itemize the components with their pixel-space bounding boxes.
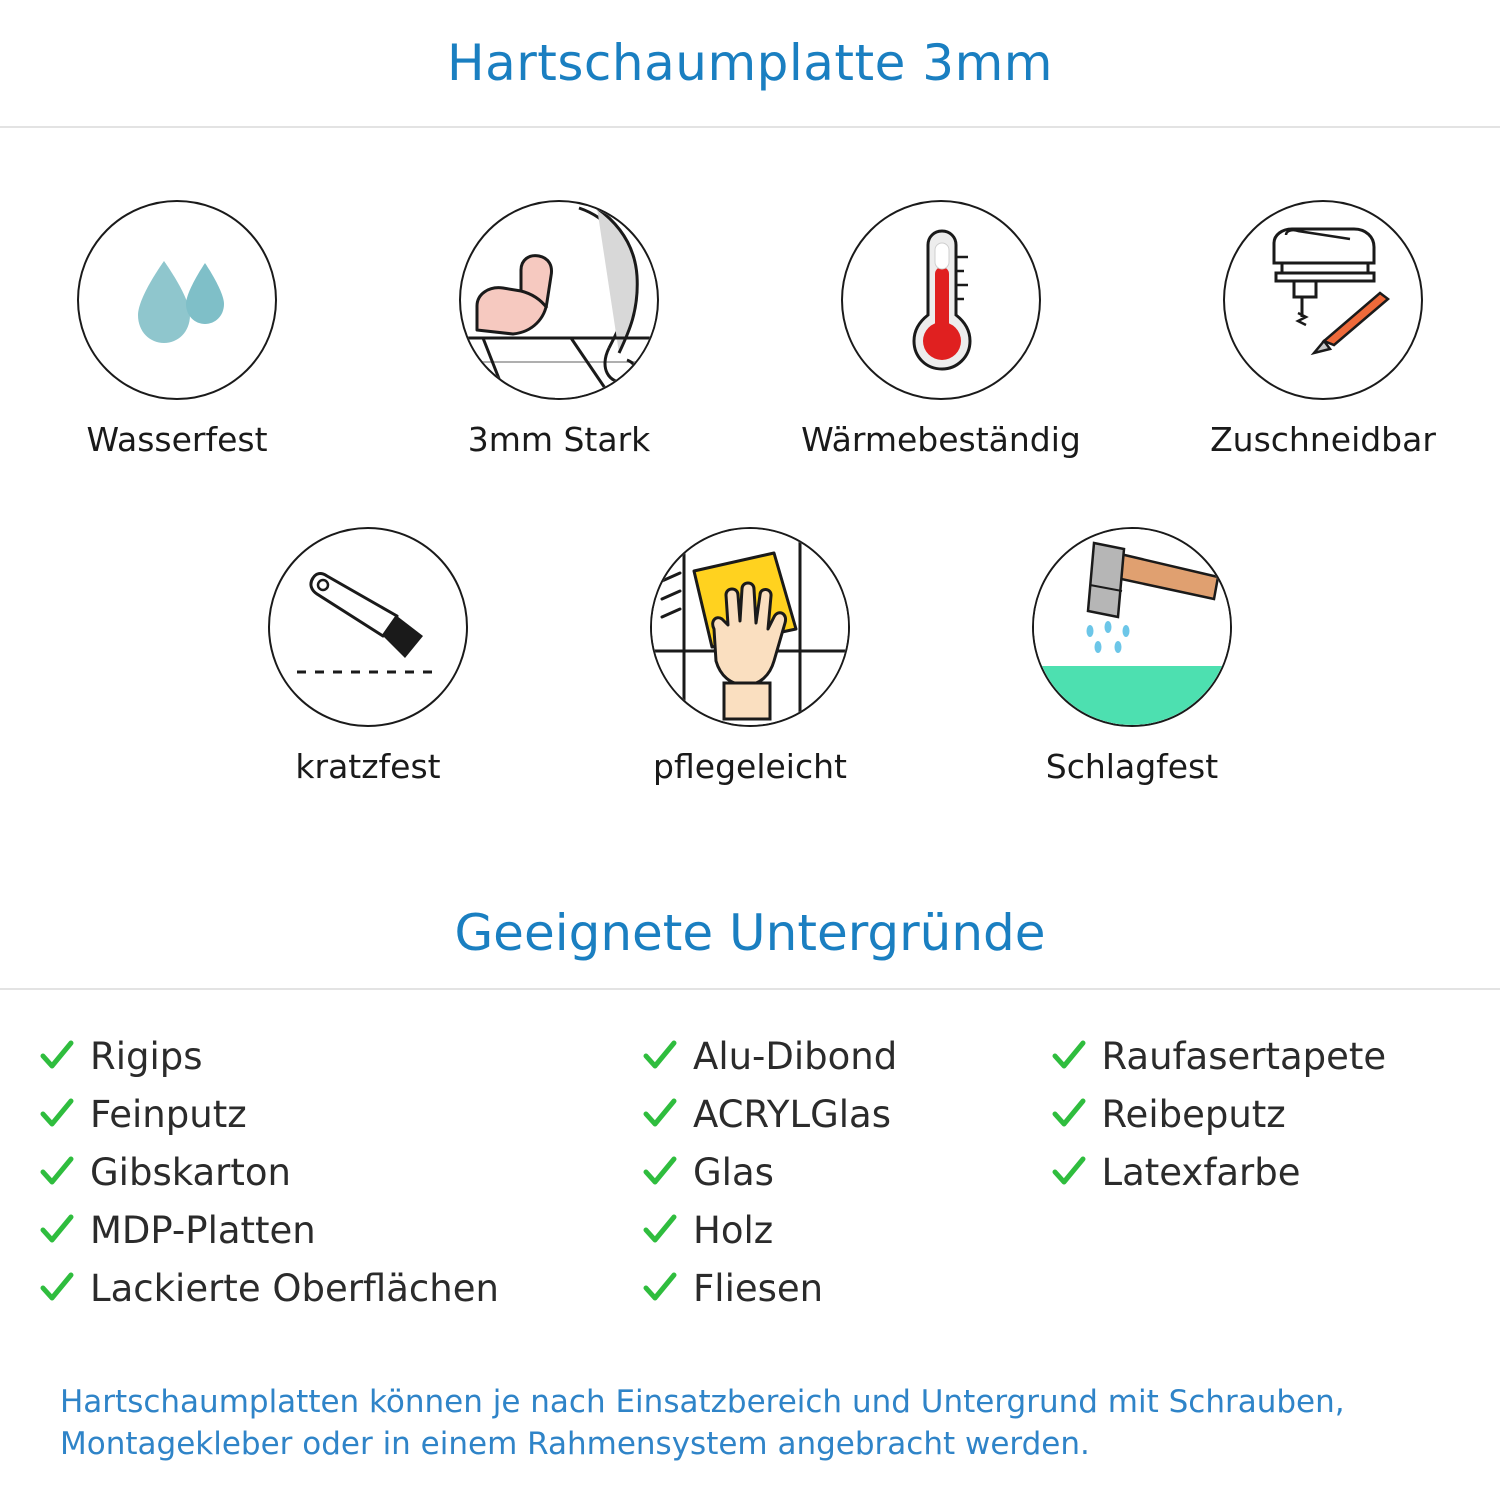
- check-icon: [643, 1213, 677, 1247]
- check-icon: [1052, 1097, 1086, 1131]
- feature-icon-circle: [1223, 200, 1423, 400]
- feature-label: Schlagfest: [1045, 747, 1219, 786]
- list-item-label: Latexfarbe: [1101, 1150, 1301, 1194]
- list-item-label: Alu-Dibond: [693, 1034, 898, 1078]
- knife-scratch-icon: [283, 540, 453, 714]
- list-item: [40, 1030, 643, 1082]
- feature-waermebestaendig: [796, 200, 1086, 459]
- list-item: [1052, 1088, 1461, 1140]
- feature-icon-circle: [459, 200, 659, 400]
- list-item: [1052, 1030, 1461, 1082]
- page-title: Hartschaumplatte 3mm: [446, 34, 1054, 92]
- strong-arm-icon: [459, 200, 659, 400]
- list-item-label: Lackierte Oberflächen: [90, 1266, 499, 1310]
- check-icon: [40, 1155, 74, 1189]
- section-heading-substrates: [0, 878, 1500, 990]
- feature-label: kratzfest: [295, 747, 441, 786]
- check-icon: [1052, 1039, 1086, 1073]
- list-item: [40, 1088, 643, 1140]
- substrates-column-3: [1052, 1030, 1461, 1314]
- list-item-label: Gibskarton: [90, 1150, 291, 1194]
- substrates-column-1: [40, 1030, 643, 1314]
- feature-schlagfest: [987, 527, 1277, 786]
- check-icon: [40, 1271, 74, 1305]
- list-item-label: ACRYLGlas: [693, 1092, 891, 1136]
- feature-pflegeleicht: [605, 527, 895, 786]
- feature-label: 3mm Stark: [467, 420, 651, 459]
- check-icon: [643, 1271, 677, 1305]
- hammer-impact-icon: [1032, 527, 1232, 727]
- list-item-label: Holz: [693, 1208, 774, 1252]
- feature-3mm-stark: [414, 200, 704, 459]
- list-item: [643, 1030, 1052, 1082]
- feature-kratzfest: [223, 527, 513, 786]
- page-header: [0, 0, 1500, 128]
- check-icon: [40, 1039, 74, 1073]
- feature-icon-circle: [268, 527, 468, 727]
- feature-icon-circle: [77, 200, 277, 400]
- list-item: [643, 1088, 1052, 1140]
- list-item-label: Glas: [693, 1150, 774, 1194]
- feature-label: Wasserfest: [86, 420, 268, 459]
- section-title: Geeignete Untergründe: [454, 904, 1046, 962]
- jigsaw-cutter-icon: [1238, 213, 1408, 387]
- list-item: [643, 1146, 1052, 1198]
- list-item-label: MDP-Platten: [90, 1208, 316, 1252]
- feature-icon-circle: [1032, 527, 1232, 727]
- feature-wasserfest: [32, 200, 322, 459]
- feature-icon-circle: [841, 200, 1041, 400]
- feature-zuschneidbar: [1178, 200, 1468, 459]
- feature-label: Zuschneidbar: [1210, 420, 1436, 459]
- list-item: [643, 1262, 1052, 1314]
- list-item-label: Reibeputz: [1101, 1092, 1286, 1136]
- feature-label: pflegeleicht: [653, 747, 847, 786]
- list-item: [40, 1204, 643, 1256]
- check-icon: [1052, 1155, 1086, 1189]
- list-item-label: Rigips: [90, 1034, 203, 1078]
- feature-row-2: [0, 527, 1500, 786]
- list-item-label: Raufasertapete: [1101, 1034, 1387, 1078]
- substrates-column-2: [643, 1030, 1052, 1314]
- check-icon: [643, 1155, 677, 1189]
- feature-label: Wärmebeständig: [801, 420, 1081, 459]
- list-item-label: Feinputz: [90, 1092, 247, 1136]
- list-item-label: Fliesen: [693, 1266, 824, 1310]
- check-icon: [40, 1097, 74, 1131]
- check-icon: [40, 1213, 74, 1247]
- substrates-list: [0, 990, 1500, 1314]
- feature-row-1: [0, 200, 1500, 459]
- check-icon: [643, 1039, 677, 1073]
- features-section: [0, 128, 1500, 786]
- list-item: [1052, 1146, 1461, 1198]
- check-icon: [643, 1097, 677, 1131]
- feature-icon-circle: [650, 527, 850, 727]
- list-item: [40, 1262, 643, 1314]
- footnote-text: Hartschaumplatten können je nach Einsatzbereich und Untergrund mit Schrauben, Montagekleber oder in einem Rahmensystem angebracht werden.: [60, 1384, 1345, 1463]
- water-drops-icon: [102, 223, 252, 377]
- list-item: [643, 1204, 1052, 1256]
- list-item: [40, 1146, 643, 1198]
- thermometer-icon: [866, 223, 1016, 377]
- hand-cloth-icon: [650, 527, 850, 727]
